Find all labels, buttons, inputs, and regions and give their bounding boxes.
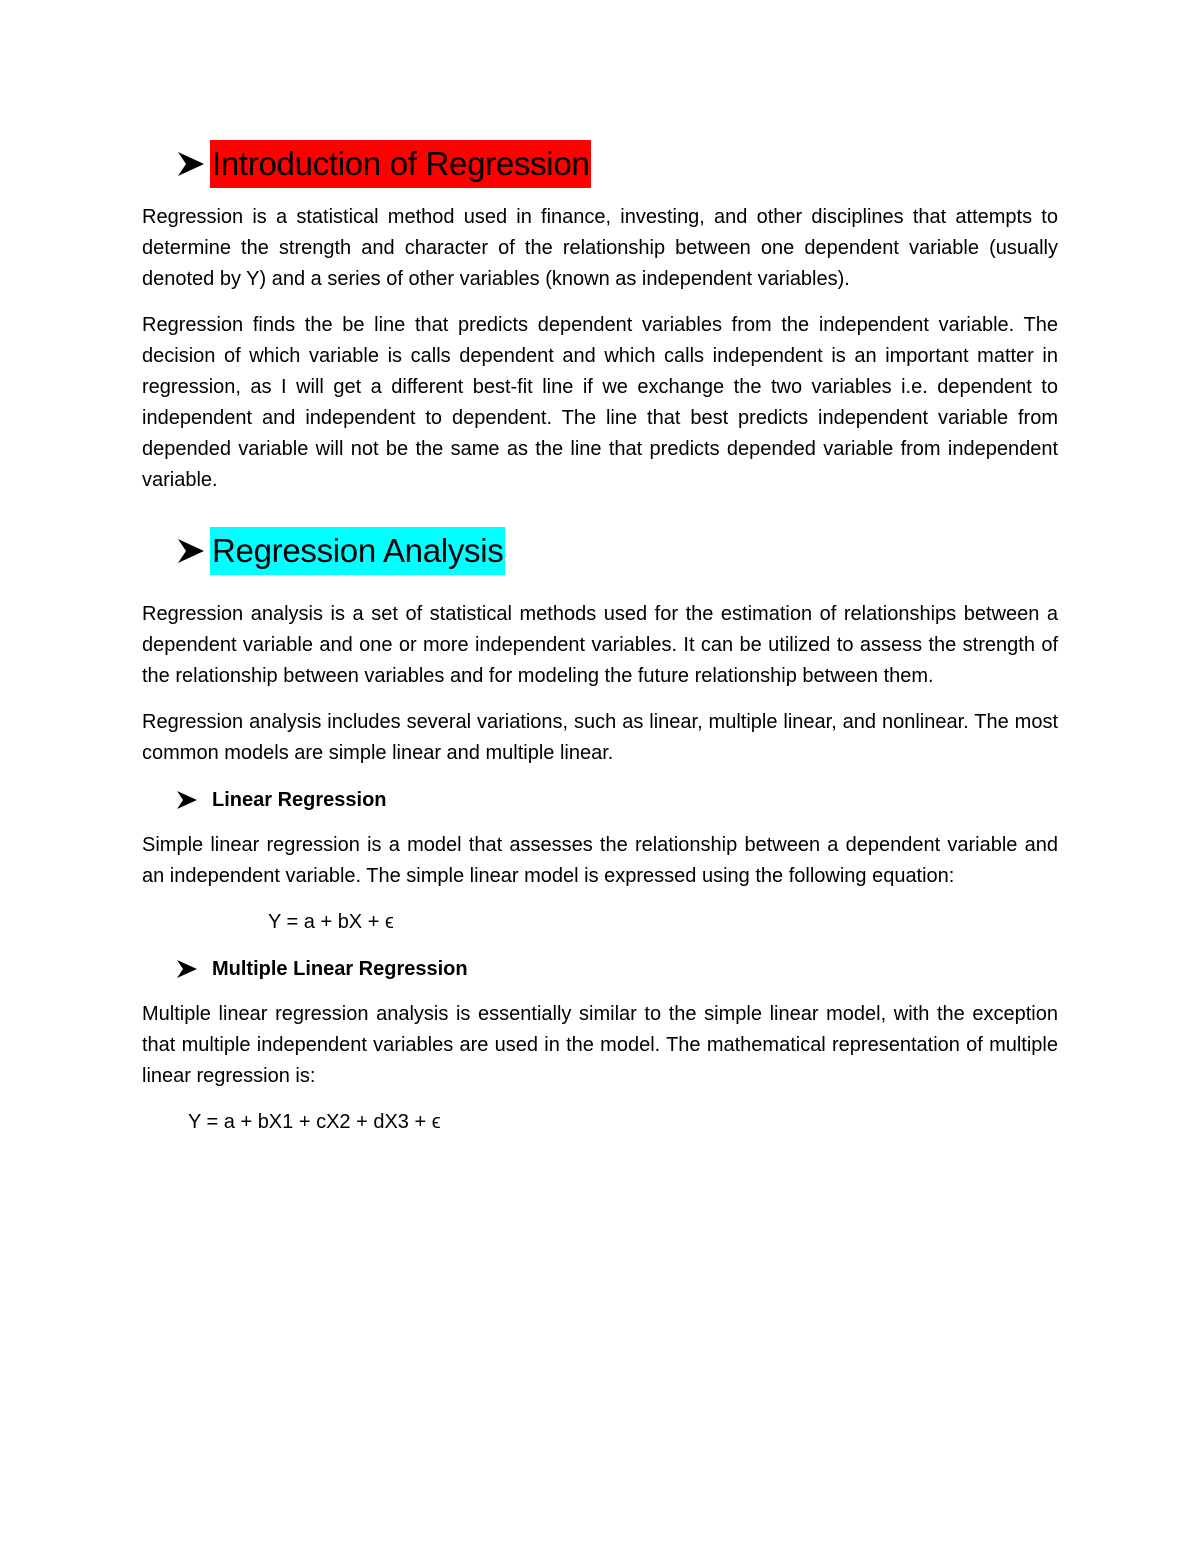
subheading-text: Linear Regression: [212, 788, 387, 811]
section-heading-introduction: [176, 138, 1058, 190]
arrowhead-bullet-icon: [176, 789, 198, 811]
arrowhead-bullet-icon: [176, 958, 198, 980]
arrowhead-bullet-icon: [176, 536, 206, 566]
paragraph: Multiple linear regression analysis is essentially similar to the simple linear model, with the exception that multiple independent variables are used in the model. The mathematical representation of multiple linear regression is:: [142, 1003, 1058, 1087]
paragraph: Regression finds the be line that predicts dependent variables from the independent variable. The decision of which variable is calls dependent and which calls independent is an important matter in regression, as I will get a different best-fit line if we exchange the two variables i.e. dependent to independent and independent to dependent. The line that best predicts independent variable from depended variable will not be the same as the line that predicts depended variable from independent variable.: [142, 314, 1058, 491]
equation-simple-linear: Y = a + bX + ϵ: [268, 911, 394, 933]
paragraph: Regression analysis is a set of statistical methods used for the estimation of relationships between a dependent variable and one or more independent variables. It can be utilized to assess the strength of the relationship between variables and for modeling the future relationship between them.: [142, 603, 1058, 687]
document-page: [142, 138, 1058, 1153]
section-heading-analysis: [176, 525, 1058, 577]
paragraph: Simple linear regression is a model that assesses the relationship between a dependent variable and an independent variable. The simple linear model is expressed using the following equation:: [142, 834, 1058, 887]
equation-multiple-linear: Y = a + bX1 + cX2 + dX3 + ϵ: [188, 1111, 441, 1133]
paragraph: Regression is a statistical method used in finance, investing, and other disciplines that attempts to determine the strength and character of the relationship between one dependent variable (usually denoted by Y) and a series of other variables (known as independent variables).: [142, 206, 1058, 290]
arrowhead-bullet-icon: [176, 149, 206, 179]
subheading-multiple-linear-regression: [176, 953, 1058, 985]
heading-text: Regression Analysis: [210, 527, 505, 575]
subheading-linear-regression: [176, 784, 1058, 816]
heading-text: Introduction of Regression: [210, 140, 591, 188]
paragraph: Regression analysis includes several variations, such as linear, multiple linear, and nonlinear. The most common models are simple linear and multiple linear.: [142, 711, 1058, 764]
subheading-text: Multiple Linear Regression: [212, 957, 468, 980]
